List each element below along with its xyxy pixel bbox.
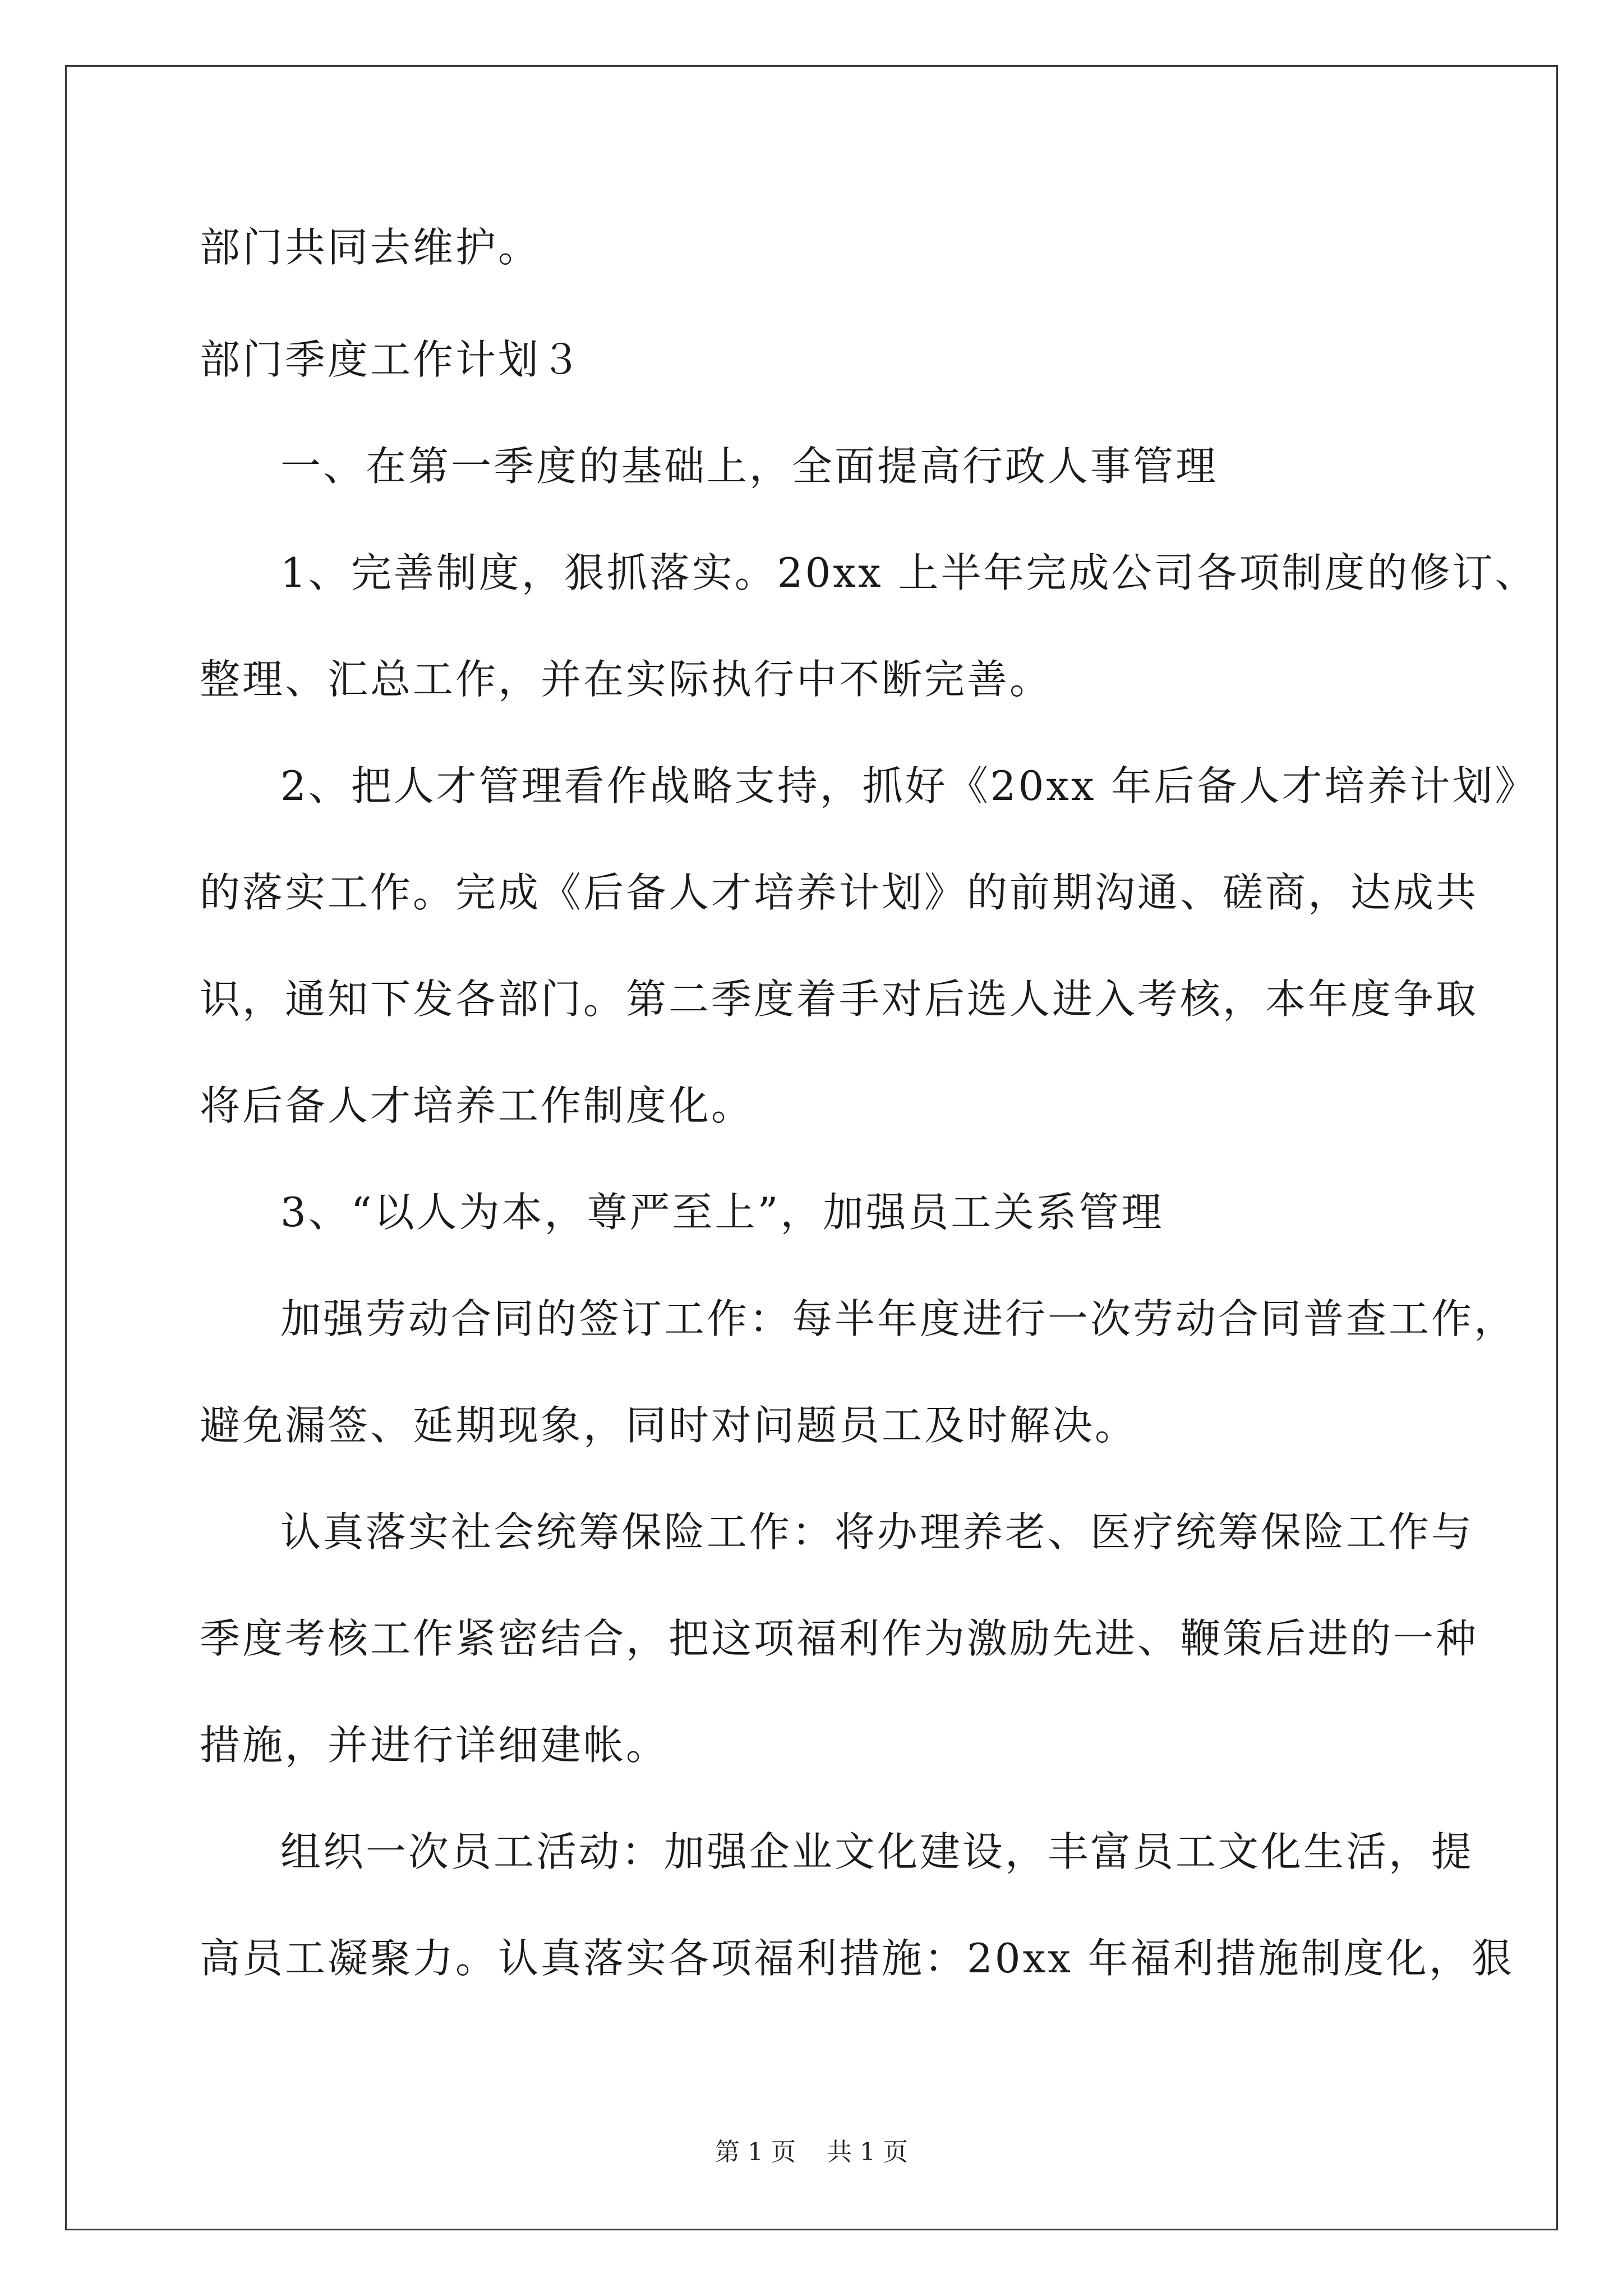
text-line: 部门共同去维护。: [200, 224, 541, 271]
text-line: 3、“以人为本，尊严至上”，加强员工关系管理: [280, 1189, 1164, 1236]
section-heading: 部门季度工作计划３: [200, 336, 584, 383]
page-number-footer: 第 1 页 共 1 页: [715, 2138, 908, 2166]
text-line: 措施，并进行详细建帐。: [200, 1722, 669, 1769]
text-line: 2、把人才管理看作战略支持，抓好《20xx 年后备人才培养计划》: [280, 762, 1538, 809]
text-line: 认真落实社会统筹保险工作：将办理养老、医疗统筹保险工作与: [280, 1508, 1474, 1556]
text-line: 一、在第一季度的基础上，全面提高行政人事管理: [280, 443, 1219, 490]
text-line: 加强劳动合同的签订工作：每半年度进行一次劳动合同普查工作，: [280, 1295, 1517, 1342]
text-line: 将后备人才培养工作制度化。: [200, 1082, 754, 1129]
text-line: 识，通知下发各部门。第二季度着手对后选人进入考核，本年度争取: [200, 976, 1479, 1023]
text-line: 整理、汇总工作，并在实际执行中不断完善。: [200, 656, 1053, 703]
page-border: [65, 65, 1558, 2230]
text-line: 1、完善制度，狠抓落实。20xx 上半年完成公司各项制度的修订、: [280, 549, 1538, 596]
text-line: 组织一次员工活动：加强企业文化建设，丰富员工文化生活，提: [280, 1828, 1474, 1875]
text-line: 避免漏签、延期现象，同时对问题员工及时解决。: [200, 1402, 1138, 1449]
text-line: 高员工凝聚力。认真落实各项福利措施：20xx 年福利措施制度化，狠: [200, 1935, 1514, 1982]
text-line: 的落实工作。完成《后备人才培养计划》的前期沟通、磋商，达成共: [200, 869, 1479, 916]
text-line: 季度考核工作紧密结合，把这项福利作为激励先进、鞭策后进的一种: [200, 1615, 1479, 1662]
